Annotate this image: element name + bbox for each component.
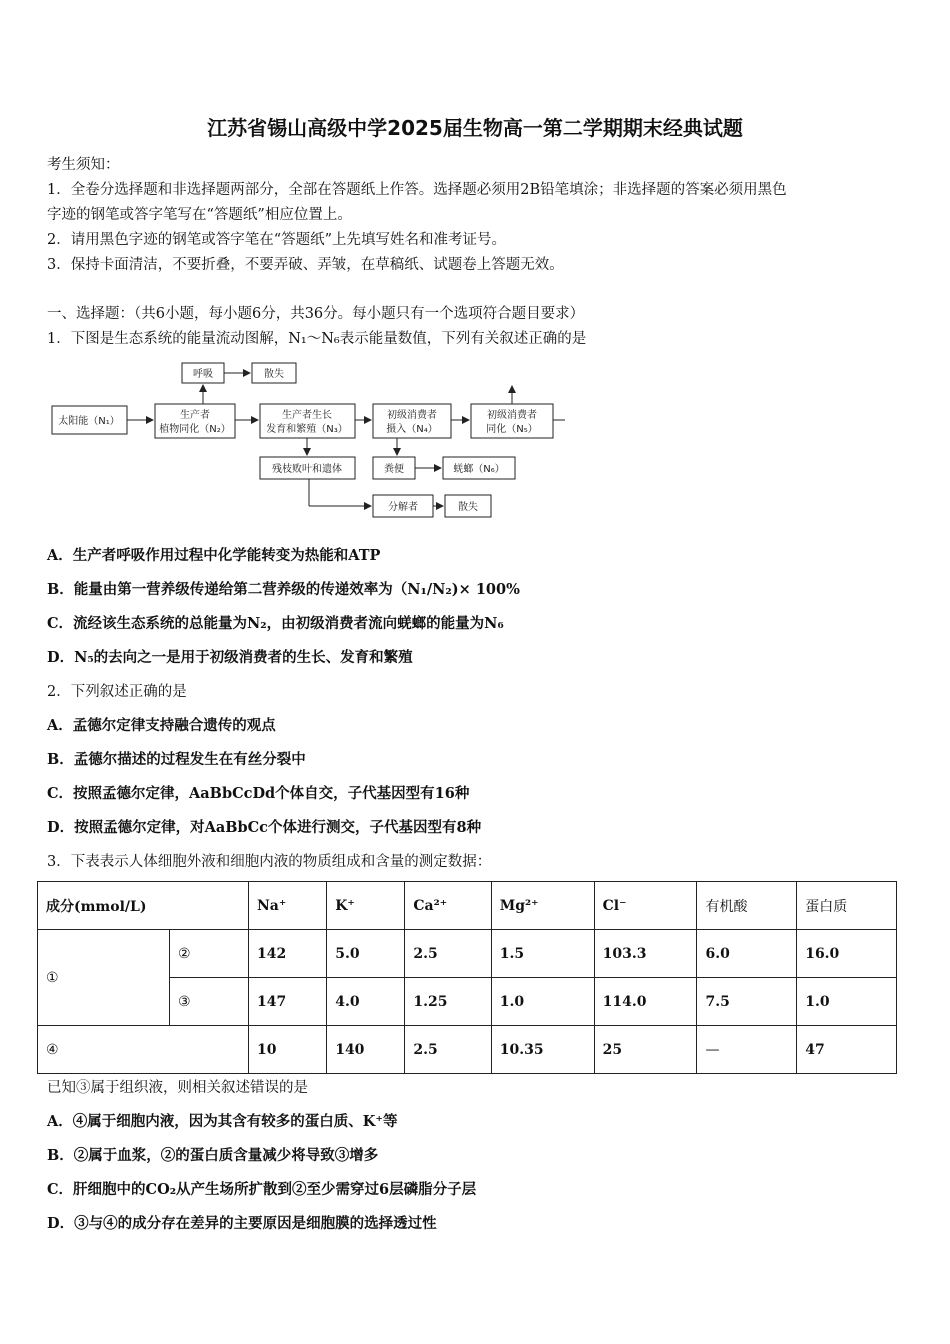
- notice-item: 1．全卷分选择题和非选择题两部分，全部在答题纸上作答。选择题必须用2B铅笔填涂；非选择题的答案必须用黑色: [47, 182, 787, 198]
- page-title: 江苏省锡山高级中学2025届生物高一第二学期期末经典试题: [207, 116, 743, 140]
- svg-text:初级消费者: 初级消费者: [487, 410, 537, 421]
- option-b: B．②属于血浆，②的蛋白质含量减少将导致③增多: [47, 1147, 379, 1164]
- option-a: A．孟德尔定律支持融合遗传的观点: [47, 717, 276, 734]
- notice-item: 2．请用黑色字迹的钢笔或答字笔在“答题纸”上先填写姓名和准考证号。: [47, 232, 507, 248]
- option-b: B．能量由第一营养级传递给第二营养级的传递效率为（N₁/N₂)× 100%: [47, 581, 520, 598]
- option-b: B．孟德尔描述的过程发生在有丝分裂中: [47, 751, 306, 768]
- svg-text:同化（N₅）: 同化（N₅）: [486, 424, 538, 435]
- composition-table: [37, 881, 897, 1074]
- question-2-stem: 2．下列叙述正确的是: [47, 684, 187, 700]
- notice-item: 3．保持卡面清洁，不要折叠，不要弄破、弄皱，在草稿纸、试题卷上答题无效。: [47, 257, 564, 273]
- option-c: C．按照孟德尔定律，AaBbCcDd个体自交，子代基因型有16种: [47, 785, 470, 802]
- svg-text:发育和繁殖（N₃）: 发育和繁殖（N₃）: [266, 424, 348, 435]
- notice-item: 字迹的钢笔或答字笔写在“答题纸”相应位置上。: [47, 207, 352, 223]
- svg-text:分解者: 分解者: [388, 502, 418, 513]
- svg-text:粪便: 粪便: [384, 464, 404, 475]
- svg-text:生产者: 生产者: [180, 410, 210, 421]
- question-1-stem: 1．下图是生态系统的能量流动图解，N₁～N₆表示能量数值，下列有关叙述正确的是: [47, 331, 587, 347]
- option-a: A．生产者呼吸作用过程中化学能转变为热能和ATP: [47, 547, 381, 564]
- svg-text:植物同化（N₂）: 植物同化（N₂）: [159, 424, 231, 435]
- table-row: ① ② 142 5.0 2.5 1.5 103.3 6.0 16.0: [38, 930, 897, 978]
- option-d: D．N₅的去向之一是用于初级消费者的生长、发育和繁殖: [47, 649, 413, 666]
- option-a: A．④属于细胞内液，因为其含有较多的蛋白质、K⁺等: [47, 1113, 398, 1130]
- svg-text:呼吸: 呼吸: [193, 369, 213, 380]
- table-header-row: 成分(mmol/L) Na⁺ K⁺ Ca²⁺ Mg²⁺ Cl⁻ 有机酸 蛋白质: [38, 882, 897, 930]
- section-heading: 一、选择题：（共6小题，每小题6分，共36分。每小题只有一个选项符合题目要求）: [47, 306, 585, 322]
- table-row: ③ 147 4.0 1.25 1.0 114.0 7.5 1.0: [38, 978, 897, 1026]
- svg-text:散失: 散失: [458, 502, 478, 513]
- option-d: D．③与④的成分存在差异的主要原因是细胞膜的选择透过性: [47, 1215, 437, 1232]
- question-3-note: 已知③属于组织液，则相关叙述错误的是: [47, 1080, 308, 1096]
- svg-text:摄入（N₄）: 摄入（N₄）: [386, 424, 438, 435]
- question-3-stem: 3．下表表示人体细胞外液和细胞内液的物质组成和含量的测定数据：: [47, 854, 492, 870]
- svg-text:太阳能（N₁）: 太阳能（N₁）: [58, 416, 120, 427]
- svg-text:初级消费者: 初级消费者: [387, 410, 437, 421]
- svg-text:残枝败叶和遗体: 残枝败叶和遗体: [272, 464, 342, 475]
- svg-text:散失: 散失: [264, 369, 284, 380]
- energy-flow-diagram: [47, 358, 567, 523]
- table-row: ④ 10 140 2.5 10.35 25 — 47: [38, 1026, 897, 1074]
- notice-heading: 考生须知：: [47, 157, 120, 173]
- option-d: D．按照孟德尔定律，对AaBbCc个体进行测交，子代基因型有8种: [47, 819, 482, 836]
- svg-text:蜣螂（N₆）: 蜣螂（N₆）: [453, 464, 505, 475]
- option-c: C．肝细胞中的CO₂从产生场所扩散到②至少需穿过6层磷脂分子层: [47, 1181, 477, 1198]
- svg-text:生产者生长: 生产者生长: [282, 410, 332, 421]
- option-c: C．流经该生态系统的总能量为N₂，由初级消费者流向蜣螂的能量为N₆: [47, 615, 504, 632]
